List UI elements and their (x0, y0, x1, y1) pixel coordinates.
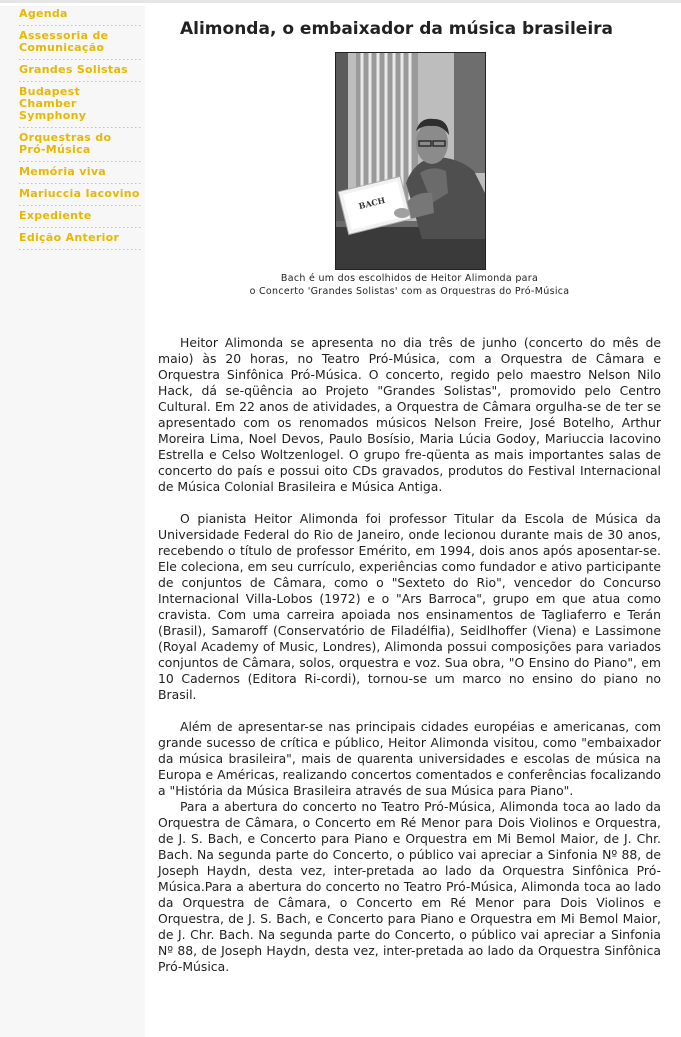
sidebar-nav (0, 6, 145, 250)
nav-item-expediente[interactable]: Expediente (19, 208, 141, 228)
nav-item-orquestras[interactable]: Orquestras do Pró-Música (19, 130, 141, 162)
photo-caption (158, 272, 661, 298)
paragraph: O pianista Heitor Alimonda foi professor Titular da Escola de Música da Universidade Federal do Rio de Janeiro, onde lecionou durante mais de 30 anos, recebendo o título de professor Emérito, em 1994, dois anos após aposentar-se. Ele coleciona, em seu currículo, experiências como fundador e ativo participante de conjuntos de Câmara, como o "Sexteto do Rio", vencedor do Concurso Internacional Villa-Lobos (1972) e o "Ars Barroca", grupo em que atua como cravista. Com uma carreira apoiada nos ensinamentos de Tagliaferro e Terán (Brasil), Samaroff (Conservatório de Filadélfia), Seidlhoffer (Viena) e Lassimone (Royal Academy of Music, Londres), Alimonda possui composições para variados conjuntos de Câmara, solos, orquestra e voz. Sua obra, "O Ensino do Piano", em 10 Cadernos (Editora Ri-cordi), tornou-se um marco no ensino do piano no Brasil. (158, 511, 661, 702)
caption-line-2: o Concerto 'Grandes Solistas' com as Orquestras do Pró-Música (249, 286, 570, 297)
caption-line-1: Bach é um dos escolhidos de Heitor Alimonda para (280, 273, 539, 284)
nav-item-agenda[interactable]: Agenda (19, 6, 141, 26)
book-title-text: BACH (357, 194, 387, 212)
pianist-photo (336, 53, 485, 269)
top-border (0, 0, 681, 3)
nav-item-grandes-solistas[interactable]: Grandes Solistas (19, 62, 141, 82)
paragraph: Heitor Alimonda se apresenta no dia três de junho (concerto do mês de maio) às 20 horas, no Teatro Pró-Música, com a Orquestra de Câmara e Orquestra Sinfônica Pró-Música. O concerto, regido pelo maestro Nelson Nilo Hack, dá se-qüência ao Projeto "Grandes Solistas", promovido pelo Centro Cultural. Em 22 anos de atividades, a Orquestra de Câmara orgulha-se de ter se apresentado com os renomados músicos Nelson Freire, José Botelho, Arthur Moreira Lima, Noel Devos, Paulo Bosísio, Maria Lúcia Godoy, Mariuccia Iacovino Estrella e Celso Woltzenlogel. O grupo fre-qüenta as mais importantes salas de concerto do país e possui oito CDs gravados, produtos do Festival Internacional de Música Colonial Brasileira e Música Antiga. (158, 335, 661, 494)
nav-item-memoria-viva[interactable]: Memória viva (19, 164, 141, 184)
paragraph: Além de apresentar-se nas principais cidades européias e americanas, com grande sucesso de crítica e público, Heitor Alimonda visitou, como "embaixador da música brasileira", mais de quarenta universidades e escolas de música na Europa e Américas, realizando concertos comentados e conferências focalizando a "História da Música Brasileira através de sua Música para Piano". (158, 719, 661, 798)
article-body (158, 335, 661, 991)
nav-item-mariuccia[interactable]: Mariuccia Iacovino (19, 186, 141, 206)
article-photo (335, 52, 486, 270)
nav-item-edicao-anterior[interactable]: Edição Anterior (19, 230, 141, 250)
nav-item-budapest[interactable]: Budapest Chamber Symphony (19, 84, 141, 128)
paragraph: Para a abertura do concerto no Teatro Pró-Música, Alimonda toca ao lado da Orquestra de Câmara, o Concerto em Ré Menor para Dois Violinos e Orquestra, de J. S. Bach, e Concerto para Piano e Orquestra em Mi Bemol Maior, de J. Chr. Bach. Na segunda parte do Concerto, o público vai apreciar a Sinfonia Nº 88, de Joseph Haydn, desta vez, inter-pretada ao lado da Orquestra Sinfônica Pró-Música.Para a abertura do concerto no Teatro Pró-Música, Alimonda toca ao lado da Orquestra de Câmara, o Concerto em Ré Menor para Dois Violinos e Orquestra, de J. S. Bach, e Concerto para Piano e Orquestra em Mi Bemol Maior, de J. Chr. Bach. Na segunda parte do Concerto, o público vai apreciar a Sinfonia Nº 88, de Joseph Haydn, desta vez, inter-pretada ao lado da Orquestra Sinfônica Pró-Música. (158, 799, 661, 974)
page-title: Alimonda, o embaixador da música brasileira (180, 19, 614, 39)
sidebar (0, 6, 145, 1037)
nav-item-assessoria[interactable]: Assessoria de Comunicação (19, 28, 141, 60)
